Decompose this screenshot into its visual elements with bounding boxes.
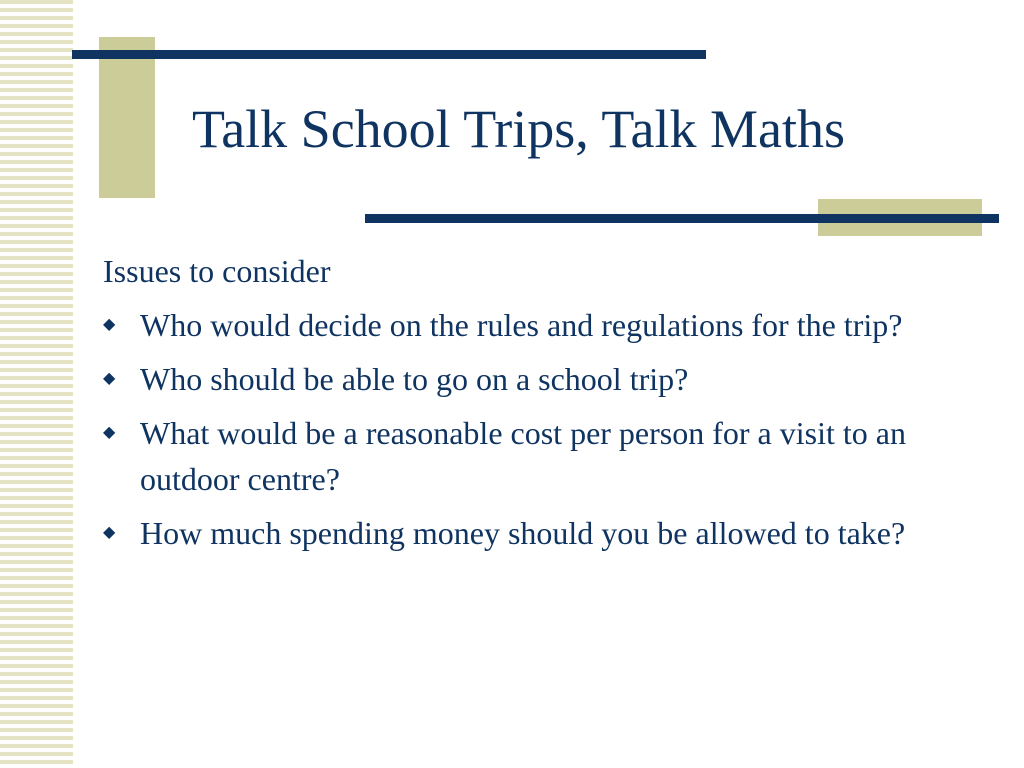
- diamond-bullet-icon: ◆: [103, 524, 116, 541]
- diamond-bullet-icon: ◆: [103, 424, 116, 441]
- bullet-item: [103, 356, 983, 402]
- diamond-bullet-icon: ◆: [103, 370, 116, 387]
- title-rule-top: [72, 50, 706, 59]
- slide-title: Talk School Trips, Talk Maths: [192, 99, 846, 159]
- bullet-text: Who should be able to go on a school trip?: [140, 361, 689, 397]
- slide-body: [103, 248, 983, 564]
- title-rule-bottom: [365, 214, 999, 223]
- bullet-text: Who would decide on the rules and regulations for the trip?: [140, 307, 903, 343]
- bullet-text: How much spending money should you be allowed to take?: [140, 515, 906, 551]
- bullet-item: [103, 510, 983, 556]
- decorative-stripe-band: [0, 0, 73, 768]
- bullet-list: [103, 302, 983, 556]
- bullet-text: What would be a reasonable cost per person for a visit to an outdoor centre?: [140, 415, 906, 497]
- intro-text: Issues to consider: [103, 253, 331, 289]
- bullet-item: [103, 302, 983, 348]
- bullet-item: [103, 410, 983, 502]
- accent-block-left: [99, 37, 155, 198]
- diamond-bullet-icon: ◆: [103, 316, 116, 333]
